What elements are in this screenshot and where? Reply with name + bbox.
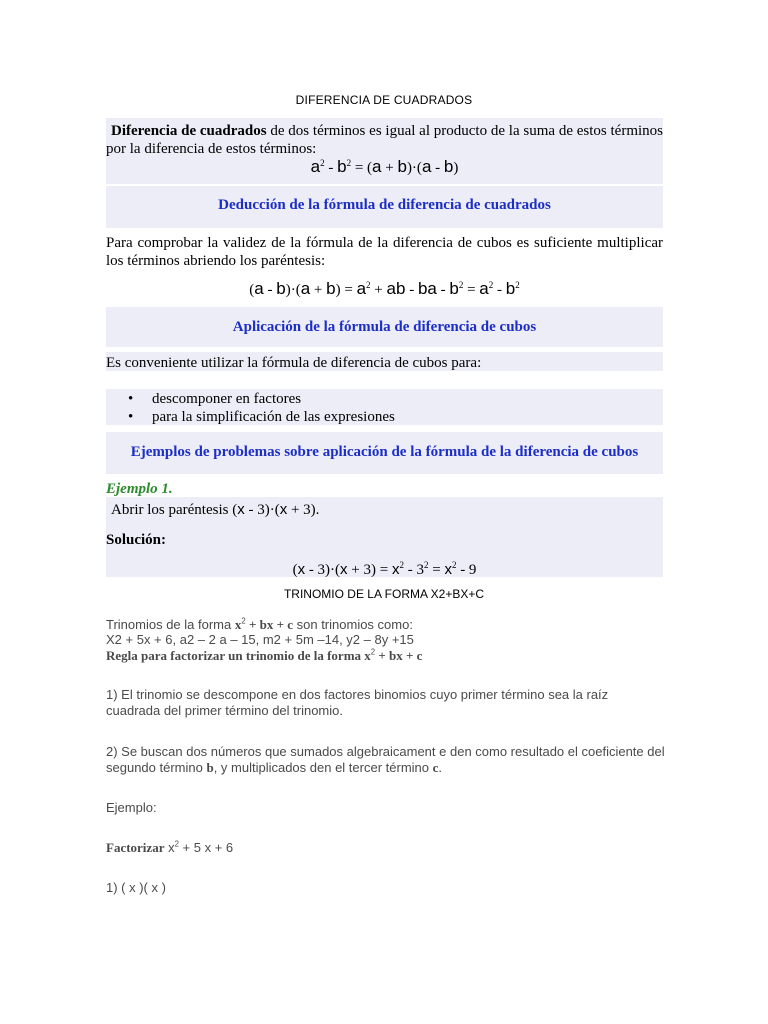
definition-term: Diferencia de cuadrados <box>111 123 267 139</box>
ejemplo1-enunciado: Abrir los paréntesis (x - 3)·(x + 3). <box>111 501 320 518</box>
paso-2: 2) Se buscan dos números que sumados algebraicament e den como resultado el coeficiente del segundo término b, y multiplicados den el tercer término c. <box>106 744 665 775</box>
section-heading-deduccion: Deducción de la fórmula de diferencia de cuadrados <box>218 197 551 213</box>
trinomios-examples: X2 + 5x + 6, a2 – 2 a – 15, m2 + 5m –14, y2 – 8y +15 <box>106 632 414 647</box>
paso-final: 1) ( x )( x ) <box>106 880 166 895</box>
list-item: • para la simplificación de las expresiones <box>106 408 395 426</box>
factorizar-line: Factorizar $x^2 + 5$ x + 6 <box>106 839 234 855</box>
formula-deduction: $(a - b)\cdot(a + b) = a^2$ + ab - ba - $b^2 = a^2 - b^2$ <box>249 279 520 298</box>
bullet-list <box>106 390 395 426</box>
definition-text <box>106 122 663 158</box>
solucion-label: Solución: <box>106 532 167 548</box>
paragraph-comprobar: Para comprobar la validez de la fórmula de la diferencia de cubos es suficiente multiplicar los términos abriendo los paréntesis: <box>106 235 663 269</box>
trinomios-line1: Trinomios de la forma $x^2$ + bx + c son trinomios como: <box>106 616 413 632</box>
ejemplo-label: Ejemplo: <box>106 800 157 815</box>
section-heading-aplicacion: Aplicación de la fórmula de diferencia de cubos <box>232 319 537 335</box>
page-title: DIFERENCIA DE CUADRADOS <box>295 93 473 107</box>
formula-difference-squares: $a^2 - b^2 = (a + b)\cdot(a - b)$ <box>310 157 459 176</box>
regla-heading: Regla para factorizar un trinomio de la forma $x^2$ + bx + c <box>106 647 423 663</box>
paso-1: 1) El trinomio se descompone en dos factores binomios cuyo primer término sea la raíz cuadrada del primer término del trinomio. <box>106 687 609 718</box>
ejemplo1-solucion-formula: $(x - 3)\cdot(x + 3) = x^2 - 3^2 = x^2 - 9$ <box>292 560 477 578</box>
ejemplo1-label: Ejemplo 1. <box>106 481 173 497</box>
definition-rest: de dos términos es igual al producto de la suma de estos términos por la diferencia de estos términos: <box>106 123 664 157</box>
list-item: • descomponer en factores <box>106 390 395 408</box>
paragraph-conveniente: Es conveniente utilizar la fórmula de diferencia de cubos para: <box>106 355 482 371</box>
section-heading-ejemplos: Ejemplos de problemas sobre aplicación de la fórmula de la diferencia de cubos <box>130 444 639 460</box>
section-heading-trinomio: TRINOMIO DE LA FORMA X2+BX+C <box>283 587 485 601</box>
